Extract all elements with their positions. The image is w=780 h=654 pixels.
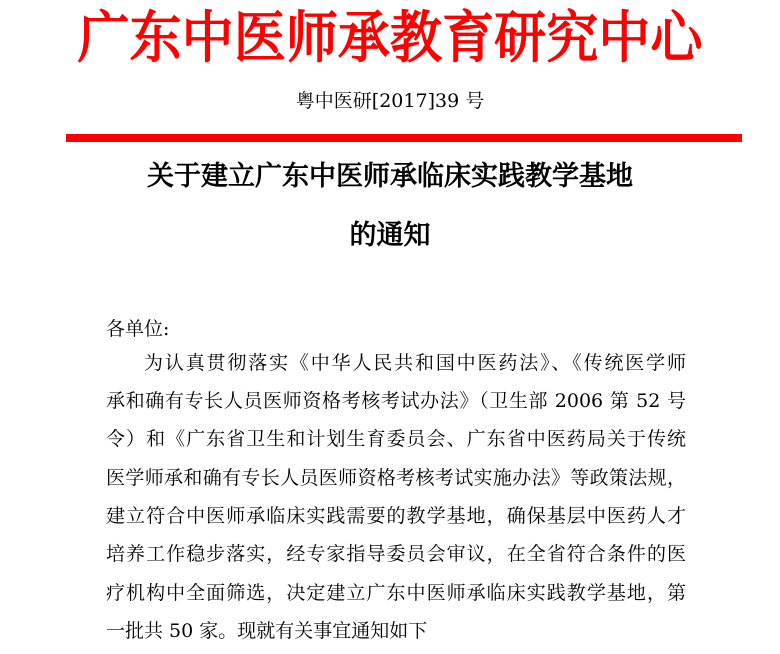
- document-number: 粤中医研[2017]39 号: [295, 90, 485, 112]
- body-text-line: 疗机构中全面筛选，决定建立广东中医师承临床实践教学基地，第: [106, 582, 686, 604]
- notice-title-line-2: 的通知: [349, 220, 431, 251]
- red-divider-rule: [66, 134, 742, 142]
- body-text-line: 承和确有专长人员医师资格考核考试办法》（卫生部 2006 第 52 号: [106, 390, 686, 412]
- body-text-line: 医学师承和确有专长人员医师资格考核考试实施办法》等政策法规，: [106, 467, 686, 489]
- body-text-line: 令）和《广东省卫生和计划生育委员会、广东省中医药局关于传统: [106, 428, 686, 450]
- salutation: 各单位:: [106, 318, 170, 340]
- body-text-line: 为认真贯彻落实《中华人民共和国中医药法》、《传统医学师: [144, 352, 686, 374]
- notice-title-line-1: 关于建立广东中医师承临床实践教学基地: [147, 161, 633, 192]
- body-text-line: 培养工作稳步落实，经专家指导委员会审议，在全省符合条件的医: [106, 543, 686, 565]
- body-text-line: 建立符合中医师承临床实践需要的教学基地，确保基层中医药人才: [106, 505, 686, 527]
- body-text-line: 一批共 50 家。现就有关事宜通知如下: [106, 620, 428, 642]
- organization-masthead: 广东中医师承教育研究中心: [77, 6, 703, 71]
